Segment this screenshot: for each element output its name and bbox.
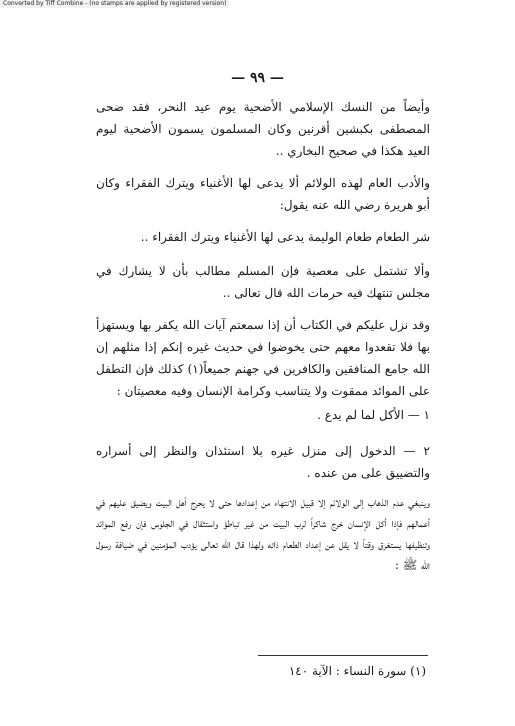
page-number: — ٩٩ — — [231, 70, 284, 86]
footnote: (١) سورة النساء : الآية ١٤٠ — [288, 664, 426, 678]
paragraph-no-sin: وألا تشتمل على معصية فإن المسلم مطالب بأن لا يشارك في مجلس تنتهك فيه حرمات الله قال تعالى .. — [96, 264, 430, 300]
paragraph-banquet-etiquette: والأدب العام لهذه الولائم ألا يدعى لها الأغنياء ويترك الفقراء وكان أبو هريرة رضي الله عنه يقول: — [96, 176, 430, 212]
list-item-entering-home: ٢ — الدخول إلى منزل غيره بلا استئذان والنظر إلى أسراره والتضييق على من عنده . — [96, 444, 430, 480]
list-item-eating-uninvited: ١ — الأكل لما لم يدع . — [317, 408, 430, 422]
paragraph-closing: وينبغي عدم الذهاب إلى الولائم إلا قبيل الانتهاء من إعدادها حتى لا يحرج أهل البيت ويضيق عليهم في أعمالهم فإذا أكل الإنسان خرج شاكراً لرب البيت من غير تباطؤ واستثقال في الجلوس فإن رفع الموائد وتنظيفها يستغرق وقتاً لا يقل عن إعداد الطعام ذاته ولهذا قال الله تعالى يؤدب المؤمنين في ضيافة رسول الله ﷺ : — [96, 495, 430, 572]
footnote-divider — [258, 655, 428, 656]
paragraph-quran-verse: وقد نزل عليكم في الكتاب أن إذا سمعتم آيات الله يكفر بها ويستهزأ بها فلا تقعدوا معهم حتى يخوضوا في حديث غيره إنكم إذا مثلهم إن الله جامع المنافقين والكافرين في جهنم جميعاً(١) كذلك فإن التطفل على الموائد ممقوت ولا يتناسب وكرامة الإنسان وفيه معصيتان : — [96, 318, 430, 398]
paragraph-worst-food-saying: شر الطعام طعام الوليمة يدعى لها الأغنياء ويترك الفقراء .. — [140, 230, 430, 244]
paragraph-sacrifice: وأيضاً من النسك الإسلامي الأضحية يوم عيد النحر، فقد ضحى المصطفى بكبشين أقرنين وكان المسلمون يسمون الأضحية ليوم العيد هكذا في صحيح البخاري .. — [96, 100, 430, 158]
converter-banner: Converted by Tiff Combine - (no stamps are applied by registered version) — [0, 0, 229, 8]
